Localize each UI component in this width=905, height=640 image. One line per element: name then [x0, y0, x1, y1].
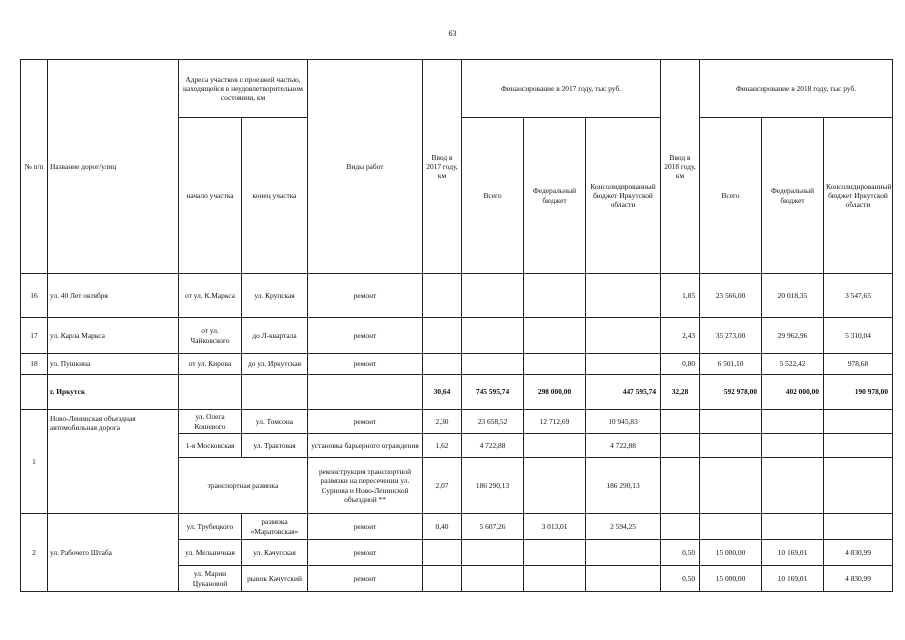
header-total-2018: Всего	[700, 118, 762, 274]
header-road-name: Название дорог/улиц	[48, 60, 179, 274]
header-federal-2017: Федеральный бюджет	[524, 118, 586, 274]
header-start: начало участка	[179, 118, 242, 274]
header-consolidated-2018: Консолидированный бюджет Иркутской области	[824, 118, 893, 274]
table-row: транспортная развязка реконструкция транспортной развязки на пересечении ул. Сурнова и Ново-Ленинской объездной ** 2,07 186 290,13 186 290,13	[21, 458, 893, 514]
table-row: 1-я Московская ул. Трактовая установка барьерного ограждения 1,62 4 722,88 4 722,88	[21, 434, 893, 458]
header-federal-2018: Федеральный бюджет	[762, 118, 824, 274]
subtotal-row-irkutsk: г. Иркутск 30,64 745 595,74 298 000,00 447 595,74 32,28 592 978,00 402 000,00 190 978,00	[21, 375, 893, 410]
header-num: № п/п	[21, 60, 48, 274]
header-addresses: Адреса участков с проезжей частью, находящейся в неудовлетворительном состоянии, км	[179, 60, 308, 118]
header-financing-2017: Финансирование в 2017 году, тыс руб.	[462, 60, 661, 118]
table-row: 16 ул. 40 Лет октября от ул. К.Маркса ул. Крупская ремонт 1,85 23 566,00 20 018,35 3 547,65	[21, 274, 893, 318]
table-row: 2 ул. Рабочего Штаба ул. Трубецкого развязка «Маратовская» ремонт 0,40 5 607,26 3 013,01 2 594,25	[21, 514, 893, 540]
table-row: 1 Ново-Ленинская объездная автомобильная дорога ул. Олега Кошевого ул. Томсона ремонт 2,30 23 658,52 12 712,69 10 945,83	[21, 410, 893, 434]
header-commission-2017: Ввод в 2017 году, км	[423, 60, 462, 274]
header-commission-2018: Ввод в 2018 году, км	[661, 60, 700, 274]
page-number: 63	[448, 29, 457, 38]
table-row: 18 ул. Пушкина от ул. Кирова до ул. Иркутская ремонт 0,80 6 501,10 5 522,42 978,68	[21, 354, 893, 375]
header-end: конец участка	[242, 118, 308, 274]
table-row: ул. Марии Цукановой рынок Качугский ремонт 0,50 15 000,00 10 169,01 4 830,99	[21, 566, 893, 592]
header-total-2017: Всего	[462, 118, 524, 274]
table-row: 17 ул. Карла Маркса от ул. Чайковского до Л-квартала ремонт 2,43 35 273,00 29 962,96 5 310,04	[21, 318, 893, 354]
header-row-1	[21, 60, 893, 118]
header-works: Виды работ	[308, 60, 423, 274]
header-financing-2018: Финансирование в 2018 году, тыс руб.	[700, 60, 893, 118]
table-row: ул. Мельничная ул. Качугская ремонт 0,50 15 000,00 10 169,01 4 830,99	[21, 540, 893, 566]
header-consolidated-2017: Консолидированный бюджет Иркутской области	[586, 118, 661, 274]
road-financing-table	[20, 59, 893, 592]
